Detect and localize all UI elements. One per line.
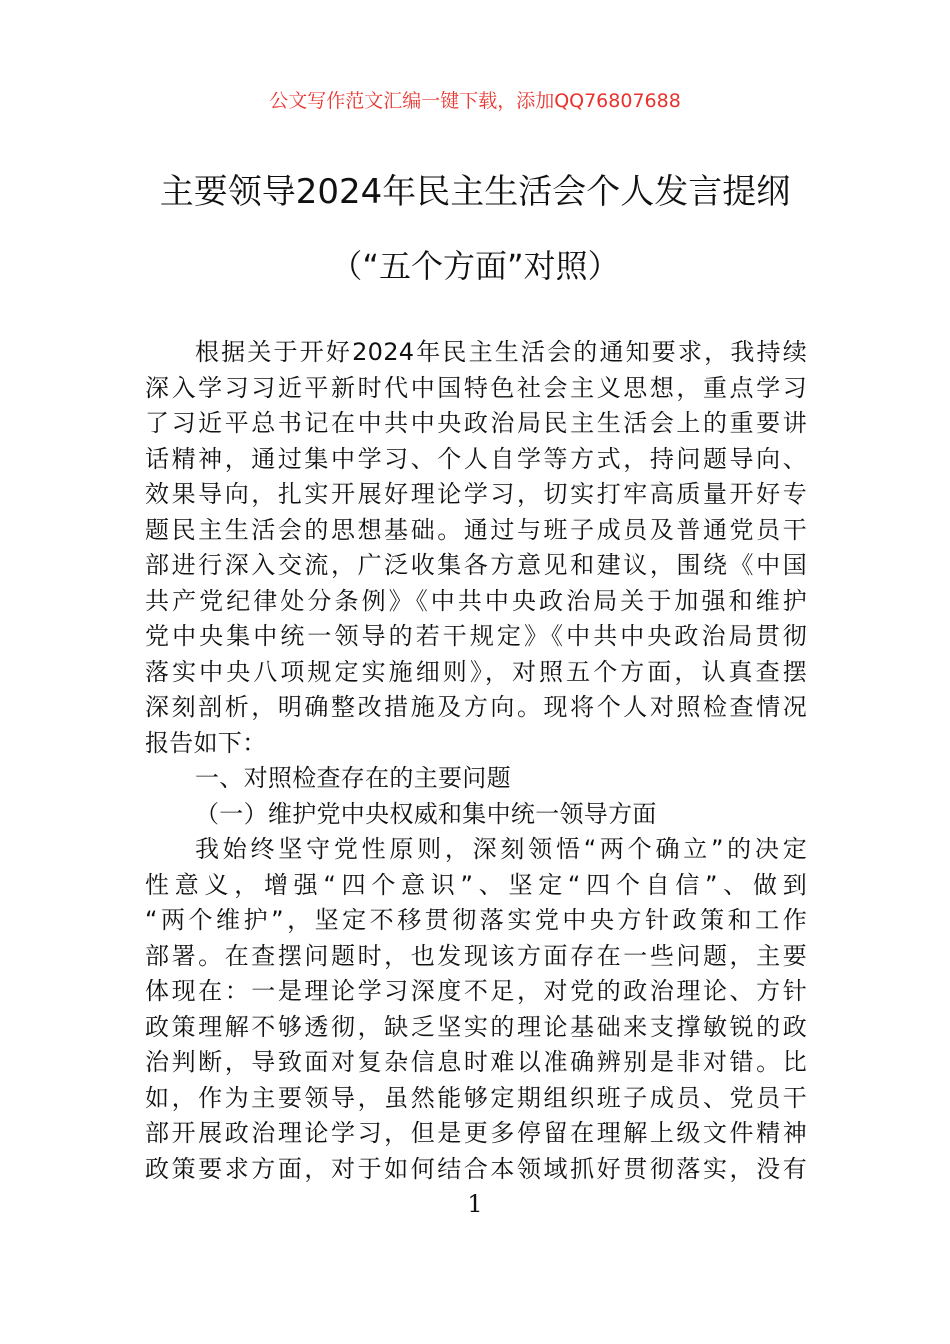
paragraph-line: 政策要求方面，对于如何结合本领域抓好贯彻落实，没有 bbox=[145, 1154, 807, 1183]
paragraph-line: 了习近平总书记在中共中央政治局民主生活会上的重要讲 bbox=[145, 409, 807, 437]
paragraph-line: 我始终坚守党性原则，深刻领悟“两个确立”的决定 bbox=[195, 835, 807, 863]
paragraph-line: 性意义，增强“四个意识”、坚定“四个自信”、做到 bbox=[145, 870, 807, 899]
document-body bbox=[145, 335, 807, 1187]
paragraph-line: 治判断，导致面对复杂信息时难以准确辨别是非对错。比 bbox=[145, 1048, 807, 1076]
paragraph-line: 部署。在查摆问题时，也发现该方面存在一些问题，主要 bbox=[145, 941, 807, 970]
section-heading: 一、对照检查存在的主要问题 bbox=[195, 764, 511, 792]
paragraph-line: 根据关于开好2024年民主生活会的通知要求，我持续 bbox=[195, 338, 807, 366]
paragraph-line: 题民主生活会的思想基础。通过与班子成员及普通党员干 bbox=[145, 515, 807, 544]
paragraph-line: 体现在：一是理论学习深度不足，对党的政治理论、方针 bbox=[145, 977, 807, 1005]
paragraph-line: 部进行深入交流，广泛收集各方意见和建议，围绕《中国 bbox=[145, 551, 807, 579]
header-download-note: 公文写作范文汇编一键下载，添加QQ76807688 bbox=[269, 90, 681, 112]
subsection-heading: （一）维护党中央权威和集中统一领导方面 bbox=[195, 799, 657, 828]
paragraph-line: 话精神，通过集中学习、个人自学等方式，持问题导向、 bbox=[145, 444, 807, 473]
paragraph-line: 政策理解不够透彻，缺乏坚实的理论基础来支撑敏锐的政 bbox=[145, 1012, 807, 1041]
paragraph-line: 效果导向，扎实开展好理论学习，切实打牢高质量开好专 bbox=[145, 480, 807, 508]
paragraph-line: 部开展政治理论学习，但是更多停留在理解上级文件精神 bbox=[145, 1119, 807, 1147]
paragraph-line: 党中央集中统一领导的若干规定》《中共中央政治局贯彻 bbox=[145, 622, 807, 650]
document-subtitle: （“五个方面”对照） bbox=[330, 247, 620, 285]
paragraph-line: 如，作为主要领导，虽然能够定期组织班子成员、党员干 bbox=[145, 1083, 807, 1112]
paragraph-line: 报告如下： bbox=[145, 728, 267, 757]
paragraph-line: 深刻剖析，明确整改措施及方向。现将个人对照检查情况 bbox=[145, 693, 807, 721]
paragraph-line: 深入学习习近平新时代中国特色社会主义思想，重点学习 bbox=[145, 373, 807, 402]
page-number: 1 bbox=[467, 1190, 483, 1218]
paragraph-line: 共产党纪律处分条例》《中共中央政治局关于加强和维护 bbox=[145, 586, 807, 615]
paragraph-line: 落实中央八项规定实施细则》，对照五个方面，认真查摆 bbox=[145, 657, 807, 686]
paragraph-line: “两个维护”，坚定不移贯彻落实党中央方针政策和工作 bbox=[145, 906, 807, 934]
document-title: 主要领导2024年民主生活会个人发言提纲 bbox=[159, 172, 791, 212]
